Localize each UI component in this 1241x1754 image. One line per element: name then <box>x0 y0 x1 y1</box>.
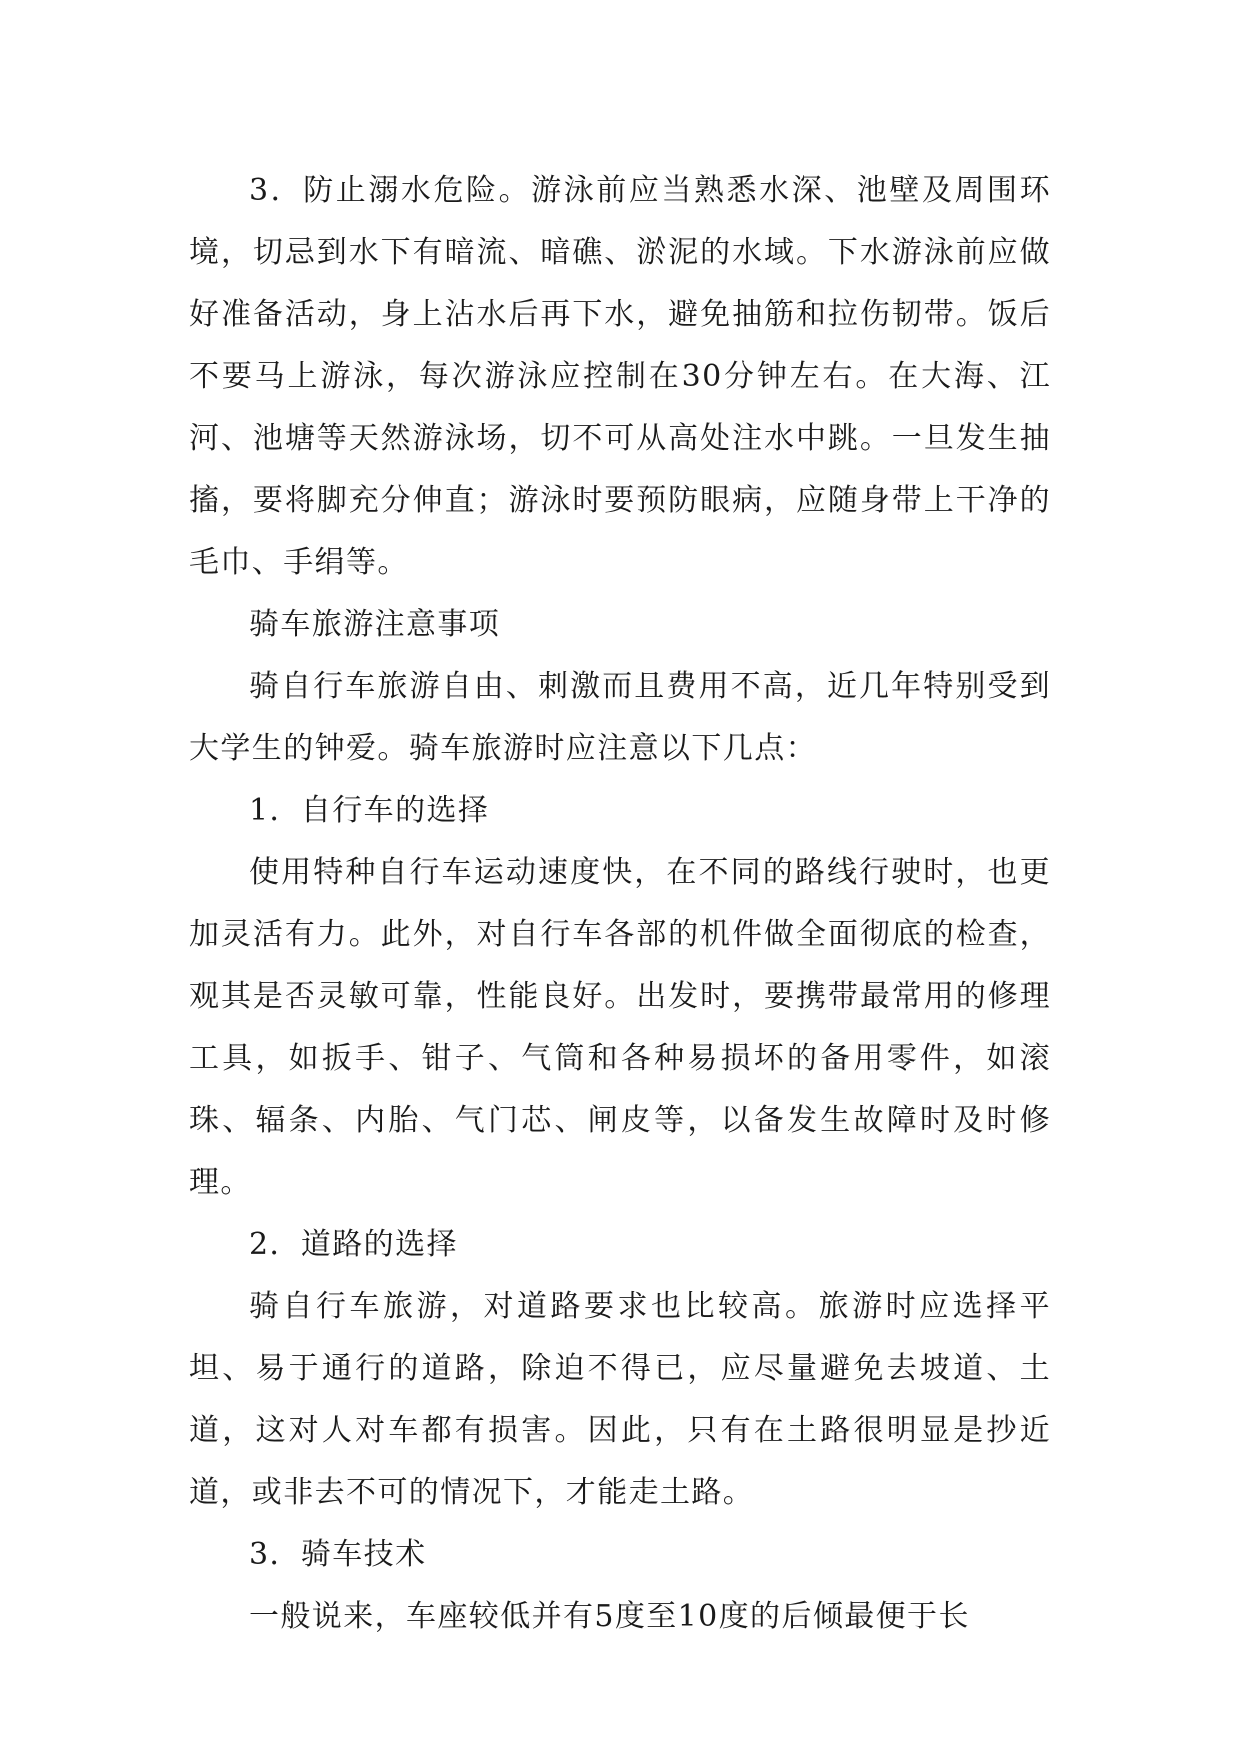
document-page <box>189 160 1051 1648</box>
subheading-road-choice: 2．道路的选择 <box>249 1227 458 1262</box>
paragraph-cycling-intro: 骑自行车旅游自由、刺激而且费用不高，近几年特别受到大学生的钟爱。骑车旅游时应注意以下几点： <box>189 669 1051 766</box>
subheading-bicycle-choice: 1．自行车的选择 <box>249 793 490 828</box>
paragraph-road-choice: 骑自行车旅游，对道路要求也比较高。旅游时应选择平坦、易于通行的道路，除迫不得已，应尽量避免去坡道、土道，这对人对车都有损害。因此，只有在土路很明显是抄近道，或非去不可的情况下，才能走土路。 <box>189 1289 1051 1510</box>
subheading-riding-technique: 3．骑车技术 <box>249 1537 427 1572</box>
paragraph-riding-technique: 一般说来，车座较低并有5度至10度的后倾最便于长 <box>249 1599 970 1634</box>
paragraph-drowning-prevention: 3．防止溺水危险。游泳前应当熟悉水深、池壁及周围环境，切忌到水下有暗流、暗礁、淤泥的水域。下水游泳前应做好准备活动，身上沾水后再下水，避免抽筋和拉伤韧带。饭后不要马上游泳，每次游泳应控制在30分钟左右。在大海、江河、池塘等天然游泳场，切不可从高处注水中跳。一旦发生抽搐，要将脚充分伸直；游泳时要预防眼病，应随身带上干净的毛巾、手绢等。 <box>189 173 1051 580</box>
paragraph-bicycle-choice: 使用特种自行车运动速度快，在不同的路线行驶时，也更加灵活有力。此外，对自行车各部的机件做全面彻底的检查，观其是否灵敏可靠，性能良好。出发时，要携带最常用的修理工具，如扳手、钳子、气筒和各种易损坏的备用零件，如滚珠、辐条、内胎、气门芯、闸皮等，以备发生故障时及时修理。 <box>189 855 1051 1200</box>
section-heading-cycling-travel: 骑车旅游注意事项 <box>249 607 501 642</box>
